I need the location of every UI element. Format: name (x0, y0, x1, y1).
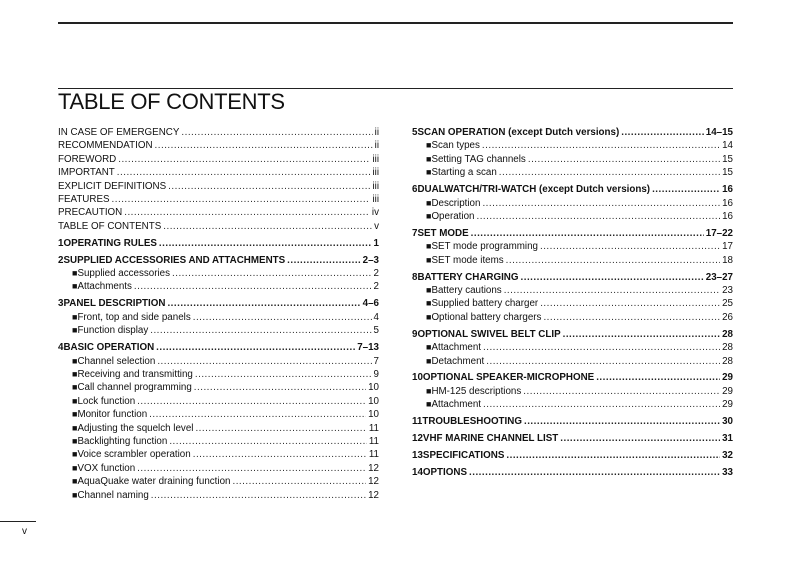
entry-label: Optional battery chargers (431, 311, 542, 323)
chapter-number: 1 (58, 237, 64, 249)
page-ref: 4 (373, 311, 379, 323)
entry-label: Voice scrambler operation (77, 449, 191, 461)
dot-leader (287, 254, 360, 267)
toc-subentry[interactable] (412, 139, 733, 152)
toc-subentry[interactable] (58, 435, 379, 448)
square-bullet-icon: ■ (72, 462, 78, 473)
toc-subentry[interactable] (412, 197, 733, 210)
toc-subentry[interactable] (58, 280, 379, 293)
entry-label: FEATURES (58, 194, 110, 206)
toc-entry[interactable] (58, 153, 379, 166)
dot-leader (117, 166, 371, 179)
dot-leader (195, 368, 372, 381)
page-ref: 28 (722, 342, 733, 354)
toc-right-column (412, 126, 733, 479)
toc-subentry[interactable] (412, 297, 733, 310)
entry-label: TROUBLESHOOTING (422, 416, 522, 428)
square-bullet-icon: ■ (72, 395, 78, 406)
dot-leader (137, 462, 366, 475)
dot-leader (124, 206, 370, 219)
chapter-number: 14 (412, 466, 423, 478)
entry-label: Scan types (431, 140, 480, 152)
page-ref: 7 (373, 355, 379, 367)
footer-rule (0, 521, 36, 522)
toc-subentry[interactable] (412, 284, 733, 297)
entry-label: SET mode programming (431, 241, 538, 253)
toc-entry[interactable] (58, 206, 379, 219)
toc-subentry[interactable] (58, 355, 379, 368)
page-ref: 11 (368, 435, 379, 447)
toc-subentry[interactable] (412, 398, 733, 411)
entry-label: Operation (431, 210, 475, 222)
entry-label: FOREWORD (58, 153, 117, 165)
dot-leader (540, 297, 720, 310)
entry-label: Backlighting function (77, 435, 168, 447)
entry-label: Channel naming (77, 489, 149, 501)
entry-label: Starting a scan (431, 167, 497, 179)
entry-label: OPERATING RULES (63, 237, 157, 249)
toc-chapter[interactable] (412, 271, 733, 284)
square-bullet-icon: ■ (72, 435, 78, 446)
dot-leader (506, 254, 720, 267)
page-number: v (22, 526, 27, 537)
entry-label: IMPORTANT (58, 167, 115, 179)
page-ref: 18 (722, 254, 733, 266)
toc-entry[interactable] (58, 220, 379, 233)
toc-left-column (58, 126, 379, 502)
entry-label: EXPLICIT DEFINITIONS (58, 180, 167, 192)
toc-chapter[interactable] (412, 328, 733, 341)
entry-label: IN CASE OF EMERGENCY (58, 127, 180, 138)
toc-subentry[interactable] (58, 475, 379, 488)
square-bullet-icon: ■ (72, 409, 78, 420)
entry-label: BATTERY CHARGING (417, 271, 519, 283)
dot-leader (163, 220, 372, 233)
toc-chapter[interactable] (58, 341, 379, 354)
toc-chapter[interactable] (412, 432, 733, 445)
dot-leader (543, 311, 720, 324)
dot-leader (193, 448, 367, 461)
entry-label: Attachment (431, 399, 481, 411)
entry-label: Function display (77, 325, 149, 337)
square-bullet-icon: ■ (426, 311, 432, 322)
entry-label: SCAN OPERATION (except Dutch versions) (417, 127, 620, 138)
toc-subentry[interactable] (58, 462, 379, 475)
page-ref: ii (374, 127, 379, 138)
page-ref: 11 (368, 449, 379, 461)
page-ref: 2 (373, 281, 379, 293)
toc-subentry[interactable] (58, 422, 379, 435)
dot-leader (167, 297, 360, 310)
toc-chapter[interactable] (412, 449, 733, 462)
square-bullet-icon: ■ (72, 489, 78, 500)
toc-subentry[interactable] (412, 254, 733, 267)
toc-entry[interactable] (58, 193, 379, 206)
dot-leader (193, 311, 372, 324)
dot-leader (486, 355, 720, 368)
page-ref: iii (372, 153, 379, 165)
page-ref: 10 (368, 409, 379, 421)
page-ref: 16 (722, 210, 733, 222)
dot-leader (482, 139, 720, 152)
dot-leader (156, 341, 355, 354)
toc-subentry[interactable] (58, 368, 379, 381)
dot-leader (483, 341, 720, 354)
entry-label: OPTIONAL SPEAKER-MICROPHONE (422, 372, 595, 384)
page-ref: iii (372, 180, 379, 192)
dot-leader (195, 422, 366, 435)
square-bullet-icon: ■ (426, 284, 432, 295)
chapter-number: 4 (58, 342, 64, 354)
entry-label: SET MODE (417, 227, 469, 239)
entry-label: SET mode items (431, 254, 504, 266)
entry-label: Receiving and transmitting (77, 368, 193, 380)
dot-leader (499, 166, 720, 179)
toc-chapter[interactable] (58, 297, 379, 310)
page-ref: 29 (722, 385, 733, 397)
dot-leader (134, 280, 372, 293)
entry-label: DUALWATCH/TRI-WATCH (except Dutch versions) (417, 184, 651, 196)
toc-subentry[interactable] (58, 267, 379, 280)
dot-leader (596, 371, 720, 384)
toc-chapter[interactable] (412, 227, 733, 240)
entry-label: TABLE OF CONTENTS (58, 220, 162, 232)
chapter-number: 3 (58, 298, 64, 310)
entry-label: Lock function (77, 395, 136, 407)
square-bullet-icon: ■ (426, 342, 432, 353)
entry-label: OPTIONS (422, 466, 467, 478)
page-ref: iii (372, 167, 379, 179)
toc-subentry[interactable] (58, 489, 379, 502)
chapter-number: 13 (412, 449, 423, 461)
dot-leader (181, 126, 372, 139)
entry-label: Channel selection (77, 355, 156, 367)
page-ref: 9 (373, 368, 379, 380)
page-ref: 12 (368, 489, 379, 501)
dot-leader (169, 435, 367, 448)
toc-subentry[interactable] (58, 395, 379, 408)
page-ref: 4–6 (362, 298, 379, 310)
page-ref: 28 (722, 355, 733, 367)
page-ref: 2–3 (362, 254, 379, 266)
page-ref: 33 (722, 466, 733, 478)
entry-label: PRECAUTION (58, 207, 123, 219)
dot-leader (482, 197, 720, 210)
square-bullet-icon: ■ (72, 422, 78, 433)
square-bullet-icon: ■ (426, 140, 432, 151)
square-bullet-icon: ■ (426, 167, 432, 178)
toc-subentry[interactable] (58, 408, 379, 421)
page-ref: 28 (722, 328, 733, 340)
toc-subentry[interactable] (412, 153, 733, 166)
page-ref: 1 (373, 237, 379, 249)
page-ref: 15 (722, 167, 733, 179)
page-ref: 10 (368, 382, 379, 394)
entry-label: SPECIFICATIONS (422, 449, 505, 461)
entry-label: Setting TAG channels (431, 153, 526, 165)
page-ref: 25 (722, 298, 733, 310)
page-ref: 14 (722, 140, 733, 152)
square-bullet-icon: ■ (426, 355, 432, 366)
page-ref: 2 (373, 268, 379, 280)
chapter-number: 5 (412, 127, 418, 138)
chapter-number: 8 (412, 271, 418, 283)
dot-leader (118, 153, 370, 166)
square-bullet-icon: ■ (72, 268, 78, 279)
dot-leader (137, 395, 366, 408)
toc-subentry[interactable] (412, 210, 733, 223)
page-ref: 29 (722, 372, 733, 384)
square-bullet-icon: ■ (426, 197, 432, 208)
toc-subentry[interactable] (412, 385, 733, 398)
toc-entry[interactable] (58, 126, 379, 139)
entry-label: Call channel programming (77, 382, 192, 394)
page-ref: 31 (722, 433, 733, 445)
dot-leader (621, 126, 704, 139)
page-ref: 11 (368, 422, 379, 434)
page-ref: 12 (368, 476, 379, 488)
square-bullet-icon: ■ (426, 385, 432, 396)
chapter-number: 6 (412, 184, 418, 196)
dot-leader (149, 408, 366, 421)
entry-label: BASIC OPERATION (63, 342, 155, 354)
chapter-number: 9 (412, 328, 418, 340)
entry-label: Attachment (431, 342, 481, 354)
entry-label: Description (431, 197, 481, 209)
entry-label: OPTIONAL SWIVEL BELT CLIP (417, 328, 561, 340)
toc-subentry[interactable] (412, 311, 733, 324)
dot-leader (155, 139, 373, 152)
page-ref: 32 (722, 449, 733, 461)
square-bullet-icon: ■ (72, 449, 78, 460)
page-ref: 12 (368, 462, 379, 474)
square-bullet-icon: ■ (72, 368, 78, 379)
toc-chapter[interactable] (412, 466, 733, 479)
dot-leader (194, 381, 366, 394)
dot-leader (157, 355, 371, 368)
top-rule (58, 22, 733, 24)
entry-label: Adjusting the squelch level (77, 422, 194, 434)
square-bullet-icon: ■ (426, 298, 432, 309)
page-ref: iv (371, 207, 379, 219)
toc-chapter[interactable] (58, 237, 379, 250)
page-ref: 30 (722, 416, 733, 428)
dot-leader (150, 324, 371, 337)
chapter-number: 2 (58, 254, 64, 266)
chapter-number: 12 (412, 433, 423, 445)
toc-chapter[interactable] (412, 371, 733, 384)
toc-entry[interactable] (58, 139, 379, 152)
entry-label: Front, top and side panels (77, 311, 191, 323)
dot-leader (523, 385, 720, 398)
dot-leader (151, 489, 366, 502)
toc-subentry[interactable] (58, 448, 379, 461)
square-bullet-icon: ■ (426, 241, 432, 252)
entry-label: VHF MARINE CHANNEL LIST (422, 433, 559, 445)
square-bullet-icon: ■ (426, 399, 432, 410)
page-ref: 16 (722, 184, 733, 196)
square-bullet-icon: ■ (426, 210, 432, 221)
dot-leader (476, 210, 720, 223)
entry-label: Supplied battery charger (431, 298, 539, 310)
page-ref: 29 (722, 399, 733, 411)
page-ref: 15 (722, 153, 733, 165)
toc-subentry[interactable] (58, 381, 379, 394)
dot-leader (506, 449, 720, 462)
chapter-number: 10 (412, 372, 423, 384)
dot-leader (652, 183, 720, 196)
dot-leader (172, 267, 372, 280)
entry-label: PANEL DESCRIPTION (63, 298, 166, 310)
dot-leader (524, 415, 720, 428)
page-ref: 17–22 (705, 227, 733, 239)
page-ref: 7–13 (357, 342, 379, 354)
toc-chapter[interactable] (412, 183, 733, 196)
page-ref: ii (374, 140, 379, 152)
toc-subentry[interactable] (412, 166, 733, 179)
square-bullet-icon: ■ (426, 254, 432, 265)
toc-subentry[interactable] (412, 355, 733, 368)
dot-leader (168, 180, 370, 193)
dot-leader (112, 193, 371, 206)
entry-label: SUPPLIED ACCESSORIES AND ATTACHMENTS (63, 254, 286, 266)
square-bullet-icon: ■ (426, 153, 432, 164)
toc-chapter[interactable] (58, 254, 379, 267)
toc-entry[interactable] (58, 166, 379, 179)
page-ref: 14–15 (705, 127, 733, 138)
toc-subentry[interactable] (412, 240, 733, 253)
page-ref: 17 (722, 241, 733, 253)
entry-label: HM-125 descriptions (431, 385, 522, 397)
page-ref: 5 (373, 325, 379, 337)
toc-subentry[interactable] (58, 324, 379, 337)
entry-label: AquaQuake water draining function (77, 476, 231, 488)
dot-leader (483, 398, 720, 411)
entry-label: Attachments (77, 281, 132, 293)
dot-leader (528, 153, 720, 166)
entry-label: Detachment (431, 355, 485, 367)
page-ref: 16 (722, 197, 733, 209)
square-bullet-icon: ■ (72, 281, 78, 292)
square-bullet-icon: ■ (72, 355, 78, 366)
page-ref: v (374, 220, 379, 232)
square-bullet-icon: ■ (72, 382, 78, 393)
toc-entry[interactable] (58, 180, 379, 193)
entry-label: Supplied accessories (77, 268, 171, 280)
toc-chapter[interactable] (412, 415, 733, 428)
entry-label: RECOMMENDATION (58, 140, 153, 152)
toc-subentry[interactable] (58, 311, 379, 324)
dot-leader (232, 475, 366, 488)
dot-leader (159, 237, 372, 250)
page-ref: 23 (722, 284, 733, 296)
dot-leader (560, 432, 720, 445)
page-title: TABLE OF CONTENTS (58, 89, 285, 114)
toc-chapter[interactable] (412, 126, 733, 139)
entry-label: VOX function (77, 462, 136, 474)
entry-label: Battery cautions (431, 284, 502, 296)
dot-leader (469, 466, 720, 479)
square-bullet-icon: ■ (72, 476, 78, 487)
dot-leader (504, 284, 720, 297)
dot-leader (521, 271, 704, 284)
page-ref: iii (372, 194, 379, 206)
chapter-number: 7 (412, 227, 418, 239)
page-ref: 23–27 (705, 271, 733, 283)
page-ref: 10 (368, 395, 379, 407)
page-ref: 26 (722, 311, 733, 323)
dot-leader (563, 328, 720, 341)
square-bullet-icon: ■ (72, 325, 78, 336)
toc-subentry[interactable] (412, 341, 733, 354)
dot-leader (540, 240, 720, 253)
chapter-number: 11 (412, 416, 423, 428)
entry-label: Monitor function (77, 409, 148, 421)
square-bullet-icon: ■ (72, 311, 78, 322)
dot-leader (471, 227, 704, 240)
